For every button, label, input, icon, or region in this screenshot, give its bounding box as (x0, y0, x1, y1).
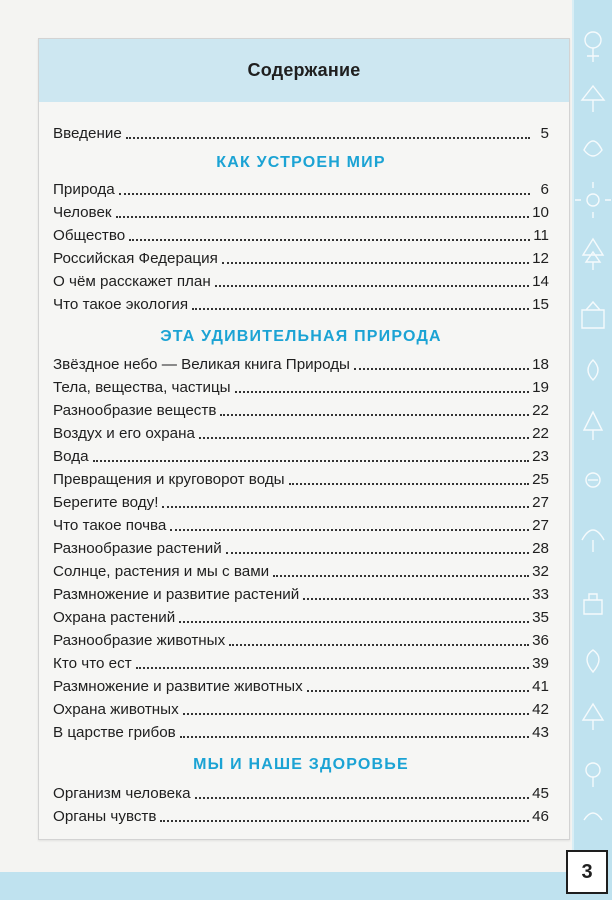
toc-entry-page: 12 (532, 250, 549, 267)
toc-entry-title: Что такое почва (53, 517, 167, 534)
toc-entry-title: Разнообразие веществ (53, 402, 217, 419)
toc-entry-page: 27 (532, 494, 549, 511)
toc-entry-page: 32 (532, 563, 549, 580)
dot-leader (126, 137, 530, 139)
toc-entry-page: 19 (532, 379, 549, 396)
toc-entry-title: Тела, вещества, частицы (53, 379, 231, 396)
toc-entry-page: 22 (532, 402, 549, 419)
dot-leader (192, 308, 529, 310)
toc-entry-page: 5 (540, 125, 549, 142)
toc-entry[interactable] (53, 490, 549, 512)
dot-leader (136, 667, 529, 669)
toc-entry[interactable] (53, 674, 549, 696)
dot-leader (303, 598, 529, 600)
toc-entry[interactable] (53, 398, 549, 420)
toc-entry-title: Охрана растений (53, 609, 176, 626)
toc-entry-title: Кто что ест (53, 655, 132, 672)
toc-entry[interactable] (53, 582, 549, 604)
dot-leader (119, 193, 530, 195)
decorative-bottom-bar (0, 872, 612, 900)
dot-leader (307, 690, 529, 692)
toc-entry-title: Вода (53, 448, 89, 465)
toc-entry[interactable] (53, 269, 549, 291)
dot-leader (229, 644, 529, 646)
decorative-side-strip (572, 0, 612, 900)
toc-entry[interactable] (53, 628, 549, 650)
section-heading-world: КАК УСТРОЕН МИР (216, 154, 386, 171)
toc-entry-title: Воздух и его охрана (53, 425, 195, 442)
toc-entry-page: 25 (532, 471, 549, 488)
dot-leader (162, 506, 529, 508)
toc-entry[interactable] (53, 223, 549, 245)
toc-entry-title: Общество (53, 227, 126, 244)
toc-entry-page: 35 (532, 609, 549, 626)
toc-entry-title: Превращения и круговорот воды (53, 471, 285, 488)
toc-entry-page: 42 (532, 701, 549, 718)
toc-entry[interactable] (53, 421, 549, 443)
toc-entry-title: Звёздное небо — Великая книга Природы (53, 356, 350, 373)
toc-entry-page: 36 (532, 632, 549, 649)
dot-leader (195, 797, 530, 799)
toc-entry-page: 11 (533, 227, 549, 244)
toc-entry-page: 33 (532, 586, 549, 603)
toc-entry-title: Солнце, растения и мы с вами (53, 563, 270, 580)
dot-leader (160, 820, 529, 822)
dot-leader (199, 437, 529, 439)
toc-entry-page: 27 (532, 517, 549, 534)
page-number: 3 (566, 850, 608, 894)
toc-entry-title: Российская Федерация (53, 250, 218, 267)
dot-leader (170, 529, 529, 531)
toc-entry-title: Природа (53, 181, 115, 198)
toc-entry[interactable] (53, 559, 549, 581)
toc-entry[interactable] (53, 781, 549, 803)
toc-title: Содержание (247, 60, 361, 80)
toc-entry[interactable] (53, 200, 549, 222)
toc-entry[interactable] (53, 697, 549, 719)
toc-entry-title: Введение (53, 125, 122, 142)
toc-entry-page: 43 (532, 724, 549, 741)
toc-entry[interactable] (53, 804, 549, 826)
dot-leader (220, 414, 529, 416)
dot-leader (183, 713, 529, 715)
toc-entry-page: 15 (532, 296, 549, 313)
dot-leader (235, 391, 530, 393)
dot-leader (354, 368, 529, 370)
toc-entry[interactable] (53, 720, 549, 742)
nature-pattern-icon (574, 0, 612, 900)
toc-entry[interactable] (53, 246, 549, 268)
toc-entry-title: Размножение и развитие животных (53, 678, 303, 695)
dot-leader (179, 621, 529, 623)
table-of-contents (38, 38, 570, 840)
toc-entry-page: 14 (532, 273, 549, 290)
toc-entry-intro[interactable] (53, 121, 549, 143)
toc-entry-page: 46 (532, 808, 549, 825)
toc-entry-page: 23 (532, 448, 549, 465)
dot-leader (273, 575, 529, 577)
toc-entry-title: Органы чувств (53, 808, 157, 825)
toc-entry[interactable] (53, 605, 549, 627)
toc-entry-title: В царстве грибов (53, 724, 176, 741)
dot-leader (93, 460, 530, 462)
toc-header (39, 39, 569, 102)
dot-leader (289, 483, 530, 485)
toc-entry-page: 41 (532, 678, 549, 695)
dot-leader (215, 285, 529, 287)
toc-entry-page: 18 (532, 356, 549, 373)
section-heading-health: МЫ И НАШЕ ЗДОРОВЬЕ (193, 756, 409, 773)
toc-entry-title: Что такое экология (53, 296, 189, 313)
toc-entry[interactable] (53, 467, 549, 489)
dot-leader (226, 552, 529, 554)
toc-entry[interactable] (53, 375, 549, 397)
toc-entry-page: 39 (532, 655, 549, 672)
toc-entry-title: Охрана животных (53, 701, 179, 718)
toc-entry-title: Берегите воду! (53, 494, 159, 511)
toc-entry-title: Разнообразие животных (53, 632, 226, 649)
dot-leader (180, 736, 529, 738)
toc-entry-title: Разнообразие растений (53, 540, 222, 557)
toc-entry-title: Размножение и развитие растений (53, 586, 300, 603)
toc-entry[interactable] (53, 177, 549, 199)
toc-entry-page: 6 (540, 181, 549, 198)
toc-entry-page: 22 (532, 425, 549, 442)
toc-entry-title: Человек (53, 204, 112, 221)
dot-leader (129, 239, 530, 241)
toc-entry[interactable] (53, 444, 549, 466)
toc-entry[interactable] (53, 513, 549, 535)
toc-entry[interactable] (53, 536, 549, 558)
toc-entry-page: 45 (532, 785, 549, 802)
toc-entry[interactable] (53, 292, 549, 314)
dot-leader (222, 262, 529, 264)
toc-entry[interactable] (53, 651, 549, 673)
toc-entry-page: 28 (532, 540, 549, 557)
toc-entry-title: Организм человека (53, 785, 191, 802)
toc-entry-page: 10 (532, 204, 549, 221)
section-heading-nature: ЭТА УДИВИТЕЛЬНАЯ ПРИРОДА (160, 328, 442, 345)
toc-entry[interactable] (53, 352, 549, 374)
dot-leader (116, 216, 530, 218)
toc-entry-title: О чём расскажет план (53, 273, 211, 290)
